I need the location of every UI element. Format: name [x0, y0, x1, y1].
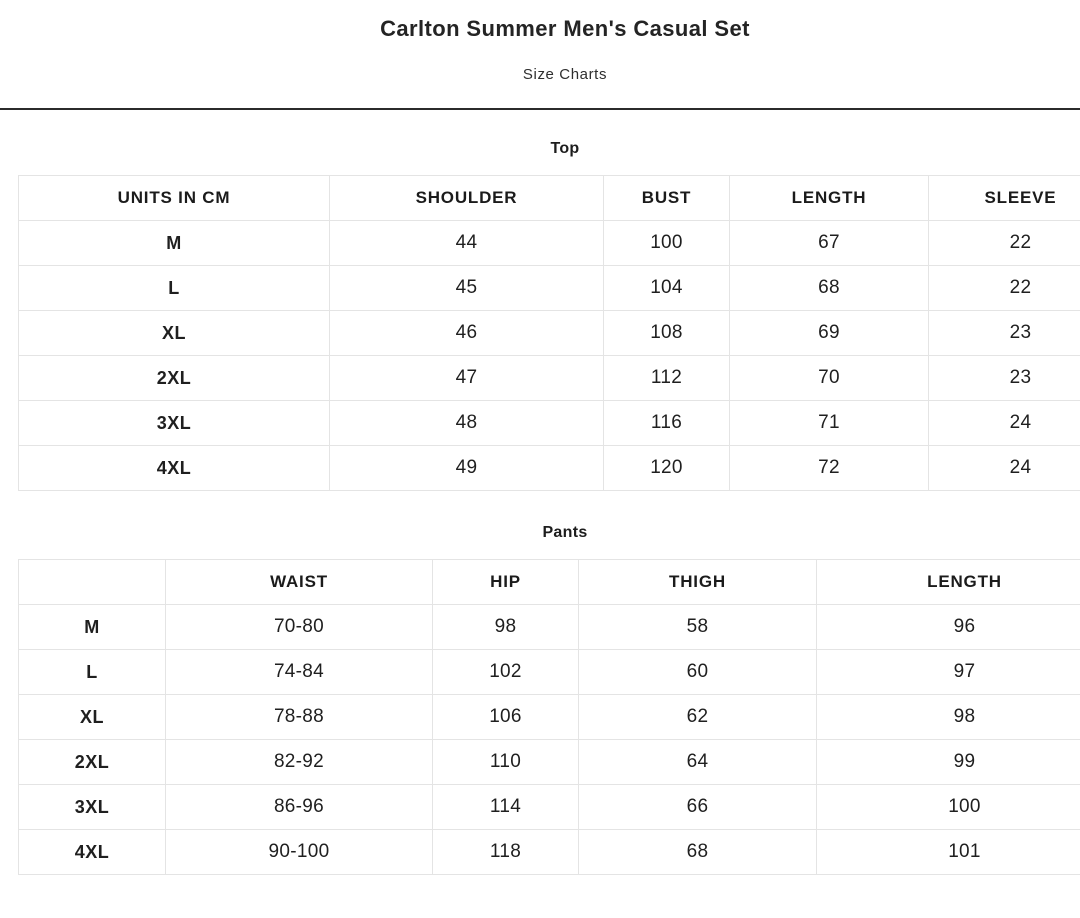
value-cell: 68 — [730, 266, 929, 311]
size-label-cell: M — [19, 605, 166, 650]
value-cell: 70 — [730, 356, 929, 401]
value-cell: 86-96 — [166, 785, 433, 830]
size-label-cell: 2XL — [19, 356, 330, 401]
value-cell: 72 — [730, 446, 929, 491]
value-cell: 106 — [433, 695, 579, 740]
value-cell: 100 — [604, 221, 730, 266]
value-cell: 97 — [817, 650, 1080, 695]
table-row — [19, 695, 1080, 740]
size-label-cell: M — [19, 221, 330, 266]
value-cell: 68 — [579, 830, 817, 875]
value-cell: 70-80 — [166, 605, 433, 650]
value-cell: 24 — [929, 446, 1080, 491]
value-cell: 78-88 — [166, 695, 433, 740]
size-label-cell: XL — [19, 695, 166, 740]
value-cell: 22 — [929, 266, 1080, 311]
value-cell: 101 — [817, 830, 1080, 875]
value-cell: 49 — [330, 446, 604, 491]
value-cell: 118 — [433, 830, 579, 875]
page-header — [18, 16, 1080, 82]
value-cell: 24 — [929, 401, 1080, 446]
pants-section-title: Pants — [542, 524, 588, 542]
column-header: UNITS IN CM — [19, 176, 330, 221]
value-cell: 60 — [579, 650, 817, 695]
size-label-cell: 3XL — [19, 401, 330, 446]
table-row — [19, 605, 1080, 650]
value-cell: 114 — [433, 785, 579, 830]
value-cell: 99 — [817, 740, 1080, 785]
value-cell: 104 — [604, 266, 730, 311]
column-header: SHOULDER — [330, 176, 604, 221]
top-section-title: Top — [550, 140, 580, 158]
value-cell: 67 — [730, 221, 929, 266]
value-cell: 120 — [604, 446, 730, 491]
value-cell: 69 — [730, 311, 929, 356]
value-cell: 108 — [604, 311, 730, 356]
value-cell: 71 — [730, 401, 929, 446]
table-row — [19, 266, 1080, 311]
value-cell: 64 — [579, 740, 817, 785]
pants-size-section — [18, 525, 1080, 875]
page-title: Carlton Summer Men's Casual Set — [380, 16, 750, 41]
value-cell: 90-100 — [166, 830, 433, 875]
column-header — [19, 560, 166, 605]
value-cell: 46 — [330, 311, 604, 356]
value-cell: 82-92 — [166, 740, 433, 785]
table-row — [19, 356, 1080, 401]
header-row — [19, 176, 1080, 221]
value-cell: 98 — [817, 695, 1080, 740]
value-cell: 47 — [330, 356, 604, 401]
value-cell: 100 — [817, 785, 1080, 830]
value-cell: 48 — [330, 401, 604, 446]
size-label-cell: L — [19, 650, 166, 695]
table-row — [19, 311, 1080, 356]
size-label-cell: 3XL — [19, 785, 166, 830]
value-cell: 23 — [929, 311, 1080, 356]
size-label-cell: 4XL — [19, 830, 166, 875]
table-row — [19, 740, 1080, 785]
value-cell: 66 — [579, 785, 817, 830]
column-header: HIP — [433, 560, 579, 605]
top-size-table — [18, 175, 1080, 491]
value-cell: 98 — [433, 605, 579, 650]
value-cell: 116 — [604, 401, 730, 446]
size-label-cell: 4XL — [19, 446, 330, 491]
value-cell: 44 — [330, 221, 604, 266]
top-size-section — [18, 141, 1080, 491]
table-row — [19, 650, 1080, 695]
value-cell: 74-84 — [166, 650, 433, 695]
value-cell: 96 — [817, 605, 1080, 650]
column-header: SLEEVE — [929, 176, 1080, 221]
header-divider — [0, 108, 1080, 110]
column-header: THIGH — [579, 560, 817, 605]
size-label-cell: L — [19, 266, 330, 311]
value-cell: 110 — [433, 740, 579, 785]
value-cell: 62 — [579, 695, 817, 740]
value-cell: 102 — [433, 650, 579, 695]
pants-size-table — [18, 559, 1080, 875]
column-header: LENGTH — [817, 560, 1080, 605]
table-row — [19, 221, 1080, 266]
value-cell: 112 — [604, 356, 730, 401]
size-charts-content — [18, 141, 1080, 875]
table-row — [19, 446, 1080, 491]
column-header: WAIST — [166, 560, 433, 605]
value-cell: 45 — [330, 266, 604, 311]
column-header: LENGTH — [730, 176, 929, 221]
page-subtitle: Size Charts — [522, 66, 608, 84]
value-cell: 22 — [929, 221, 1080, 266]
size-label-cell: XL — [19, 311, 330, 356]
column-header: BUST — [604, 176, 730, 221]
table-row — [19, 830, 1080, 875]
table-row — [19, 785, 1080, 830]
header-row — [19, 560, 1080, 605]
table-row — [19, 401, 1080, 446]
size-label-cell: 2XL — [19, 740, 166, 785]
value-cell: 23 — [929, 356, 1080, 401]
value-cell: 58 — [579, 605, 817, 650]
